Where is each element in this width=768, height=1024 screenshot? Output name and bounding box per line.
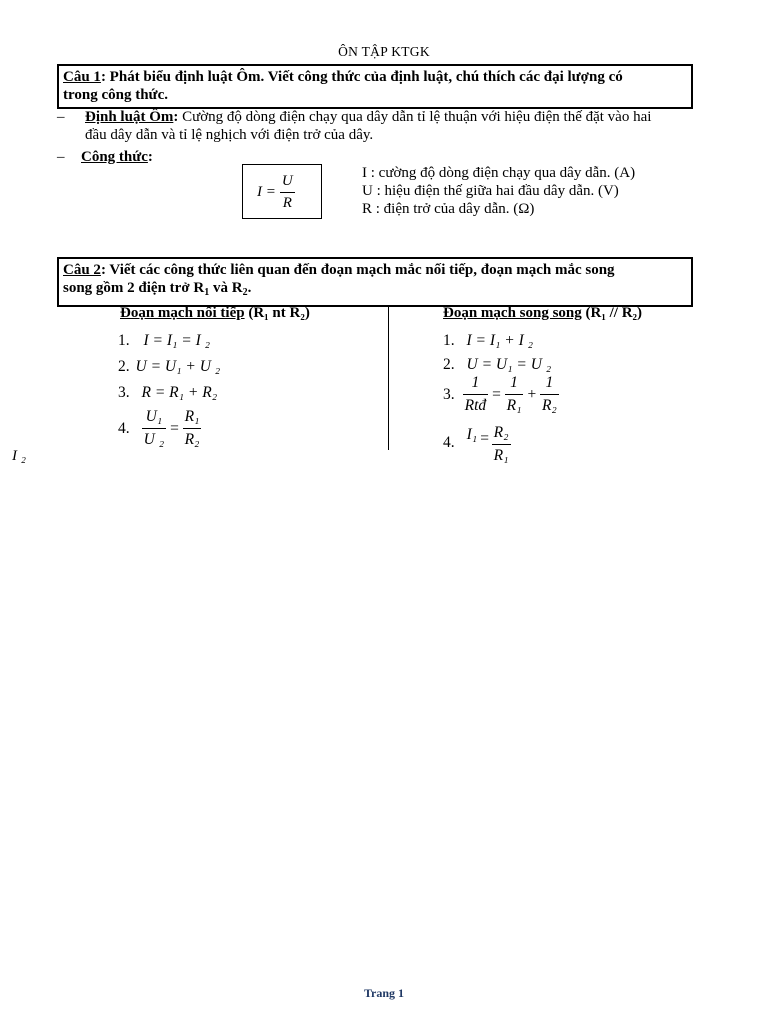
formula-lhs: I = (257, 183, 276, 200)
item-number: 1. (118, 332, 130, 349)
fraction-bar (492, 444, 511, 445)
column-divider (388, 306, 389, 450)
stray-current-symbol: I ₂ (12, 448, 26, 464)
fraction-denominator: R₂ (184, 431, 200, 448)
colon: : (173, 109, 179, 125)
resistance-ratio (492, 424, 511, 465)
fraction-numerator: U₁ (145, 408, 163, 425)
item-number: 2. (118, 358, 130, 375)
parallel-heading-text: Đoạn mạch song song (443, 305, 582, 321)
item-number: 2. (443, 356, 455, 373)
fraction-bar (505, 394, 524, 395)
q2-text-a: song gồm 2 điện trở R (63, 280, 205, 296)
formula-text: I = I₁ + I ₂ (466, 332, 534, 349)
equals-sign: = (479, 430, 490, 447)
series-heading-text: Đoạn mạch nối tiếp (120, 305, 245, 321)
subscript: 2 (242, 287, 248, 298)
page-title: ÔN TẬP KTGK (338, 44, 430, 59)
fraction-denominator: R₁ (493, 447, 509, 464)
item-number: 4. (443, 434, 455, 451)
current-ratio-numerator: I₁ (466, 426, 478, 443)
fraction-numerator: 1 (471, 374, 480, 391)
parallel-formula-3 (443, 374, 559, 415)
parallel-formula-2 (443, 356, 551, 374)
ohm-fraction (280, 173, 295, 212)
equals-sign: = (491, 385, 502, 403)
ohm-law-text-line2: đầu dây dẫn và tỉ lệ nghịch với điện trở của dây. (85, 127, 374, 143)
series-heading (120, 305, 310, 322)
series-heading-paren: (R₁ nt R₂) (244, 305, 310, 321)
reciprocal-r2 (540, 374, 559, 415)
fraction-numerator: R₁ (184, 408, 200, 425)
parallel-heading (443, 305, 642, 322)
question-1-text-line1: : Phát biểu định luật Ôm. Viết công thức của định luật, chú thích các đại lượng có (100, 69, 623, 85)
legend-item-current: I : cường độ dòng điện chạy qua dây dẫn. (A) (362, 165, 636, 181)
page-number: Trang 1 (363, 986, 405, 1000)
ohm-law-text-line1: Cường độ dòng điện chạy qua dây dẫn tỉ lệ thuận với hiệu điện thế đặt vào hai (178, 109, 652, 125)
formula-text: R = R₁ + R₂ (141, 384, 218, 401)
parallel-formula-4 (443, 424, 511, 465)
question-2-text-line1: : Viết các công thức liên quan đến đoạn mạch mắc nối tiếp, đoạn mạch mắc song (100, 262, 615, 278)
reciprocal-r1 (505, 374, 524, 415)
fraction-denominator: R₁ (506, 397, 522, 414)
formula-text: U = U₁ = U ₂ (466, 356, 552, 373)
question-1-box (57, 64, 693, 109)
formula-label: Công thức (81, 149, 148, 165)
question-2-box (57, 257, 693, 307)
fraction-numerator: R₂ (493, 424, 509, 441)
bullet-dash: – (57, 149, 65, 165)
series-formula-1 (118, 332, 210, 350)
item-number: 1. (443, 332, 455, 349)
resistance-ratio (183, 408, 202, 449)
legend-item-resistance: R : điện trở của dây dẫn. (Ω) (362, 201, 535, 217)
series-formula-2 (118, 358, 220, 376)
fraction-denominator: U ₂ (143, 431, 165, 448)
ohm-law-label: Định luật Ôm (85, 109, 174, 125)
plus-sign: + (526, 385, 537, 403)
fraction-bar (142, 428, 166, 429)
subscript: 1 (204, 287, 210, 298)
formula-text: U = U₁ + U ₂ (135, 358, 221, 375)
item-number: 4. (118, 419, 130, 437)
bullet-dash: – (57, 109, 65, 125)
item-number: 3. (118, 384, 130, 401)
legend-item-voltage: U : hiệu điện thế giữa hai đầu dây dẫn. (V) (362, 183, 619, 199)
parallel-heading-paren: (R₁ // R₂) (581, 305, 643, 321)
question-2-label: Câu 2 (63, 262, 101, 278)
question-1-text-line2: trong công thức. (63, 87, 168, 103)
fraction-bar (540, 394, 559, 395)
question-2-text-line2 (63, 279, 687, 302)
ohm-formula-box (242, 164, 322, 219)
fraction-numerator: 1 (545, 374, 554, 391)
formula-heading (57, 148, 153, 166)
q2-text-b: và R (209, 280, 243, 296)
fraction-bar (280, 192, 295, 193)
fraction-denominator: R₂ (541, 397, 557, 414)
formula-legend (362, 164, 635, 218)
reciprocal-total (463, 374, 489, 415)
equals-sign: = (169, 419, 180, 437)
q2-text-c: . (247, 280, 252, 296)
fraction-numerator: 1 (510, 374, 518, 391)
fraction-numerator: U (281, 172, 293, 189)
fraction-bar (463, 394, 489, 395)
question-1-label: Câu 1 (63, 69, 101, 85)
fraction-bar (183, 428, 202, 429)
series-formula-3 (118, 384, 217, 402)
fraction-denominator: R (282, 194, 292, 211)
colon: : (147, 149, 153, 165)
voltage-ratio (142, 408, 166, 449)
fraction-denominator: Rtđ (464, 397, 487, 414)
series-formula-4 (118, 408, 201, 449)
item-number: 3. (443, 385, 455, 403)
ohm-law-statement (57, 108, 737, 144)
formula-text: I = I₁ = I ₂ (143, 332, 211, 349)
parallel-formula-1 (443, 332, 533, 350)
